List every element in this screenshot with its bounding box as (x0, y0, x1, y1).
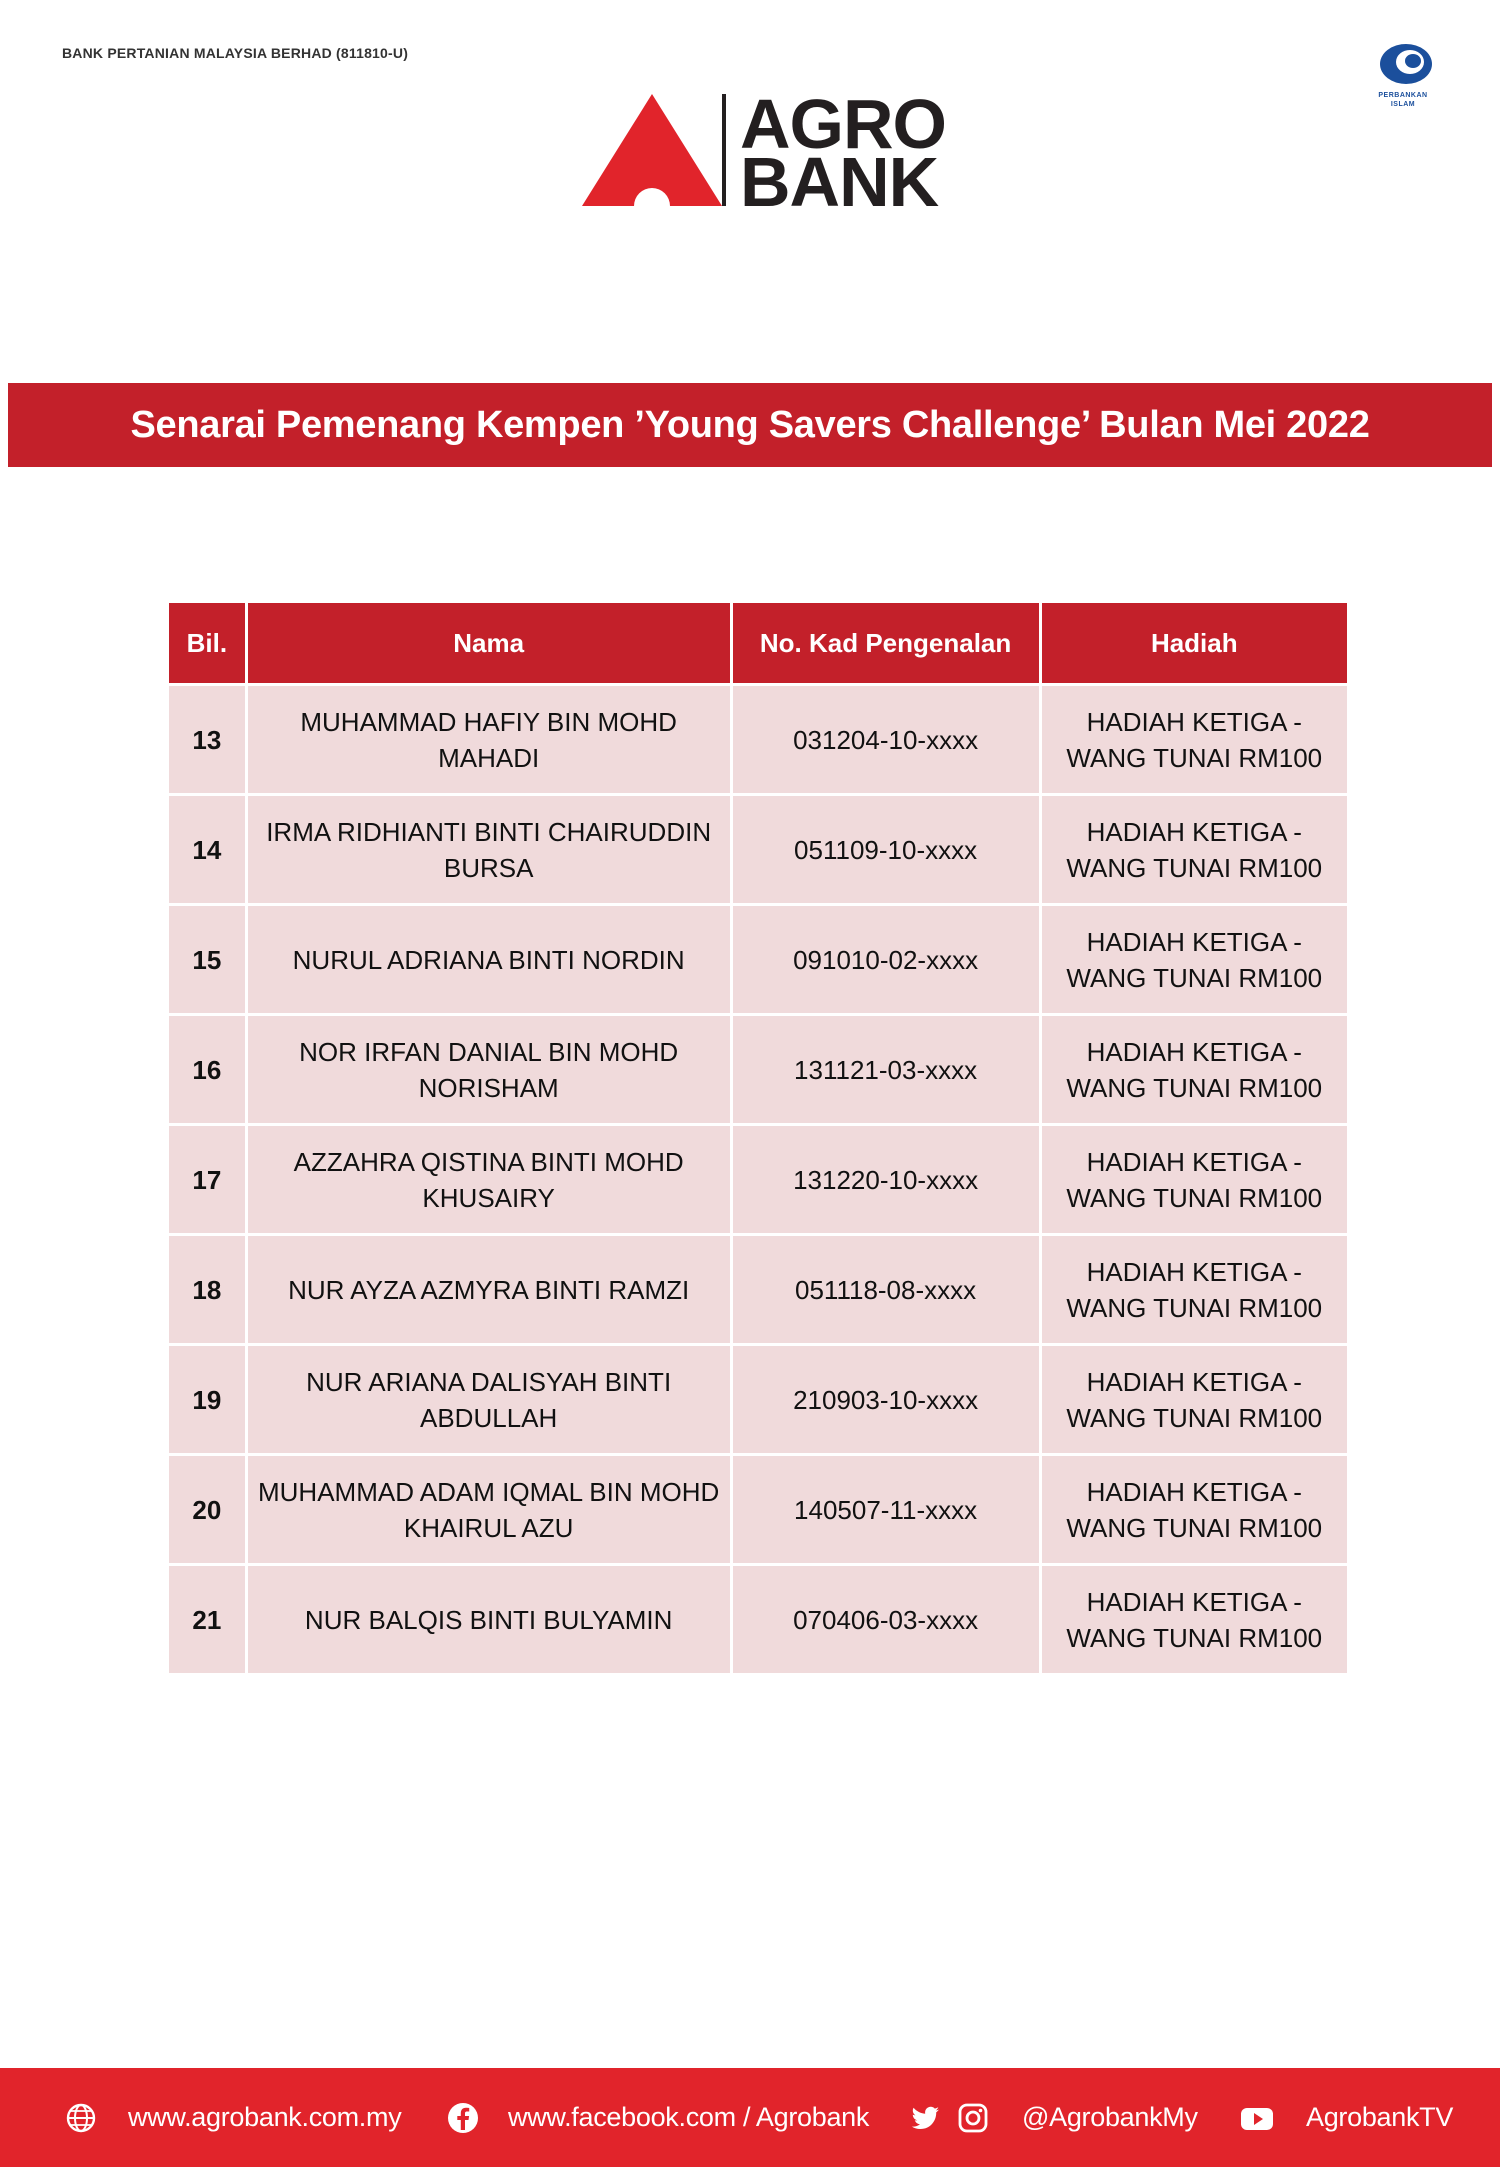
footer-facebook-text[interactable]: www.facebook.com / Agrobank (508, 2102, 870, 2132)
table-row (169, 1566, 1347, 1673)
cell-hadiah: HADIAH KETIGA - WANG TUNAI RM100 (1042, 1346, 1347, 1453)
footer-youtube[interactable] (1238, 2068, 1453, 2167)
header-bil: Bil. (169, 603, 245, 683)
logo-word-bank: BANK (740, 143, 939, 221)
cell-ic: 051109-10-xxxx (733, 796, 1039, 903)
cell-bil: 16 (169, 1016, 245, 1123)
footer-bar (0, 2068, 1500, 2167)
footer-youtube-text[interactable]: AgrobankTV (1306, 2102, 1454, 2132)
cell-ic: 091010-02-xxxx (733, 906, 1039, 1013)
cell-bil: 21 (169, 1566, 245, 1673)
winners-table (166, 600, 1350, 1676)
cell-hadiah: HADIAH KETIGA - WANG TUNAI RM100 (1042, 686, 1347, 793)
cell-hadiah: HADIAH KETIGA - WANG TUNAI RM100 (1042, 1566, 1347, 1673)
cell-nama: NURUL ADRIANA BINTI NORDIN (248, 906, 730, 1013)
cell-hadiah: HADIAH KETIGA - WANG TUNAI RM100 (1042, 1016, 1347, 1123)
agrobank-logo-triangle-icon (582, 94, 722, 209)
globe-icon (64, 2101, 98, 2135)
table-header-row (169, 603, 1347, 683)
cell-ic: 070406-03-xxxx (733, 1566, 1039, 1673)
cell-ic: 131220-10-xxxx (733, 1126, 1039, 1233)
cell-bil: 19 (169, 1346, 245, 1453)
cell-bil: 15 (169, 906, 245, 1013)
header-hadiah: Hadiah (1042, 603, 1347, 683)
agrobank-logo (582, 85, 946, 221)
footer-social[interactable] (908, 2068, 1198, 2167)
company-registration: BANK PERTANIAN MALAYSIA BERHAD (811810-U) (62, 45, 409, 61)
cell-bil: 14 (169, 796, 245, 903)
footer-social-handle[interactable]: @AgrobankMy (1022, 2102, 1198, 2132)
cell-hadiah: HADIAH KETIGA - WANG TUNAI RM100 (1042, 906, 1347, 1013)
youtube-icon (1238, 2101, 1276, 2135)
table-row (169, 796, 1347, 903)
footer-website[interactable] (64, 2068, 401, 2167)
logo-divider (722, 94, 726, 206)
cell-nama: NUR ARIANA DALISYAH BINTI ABDULLAH (248, 1346, 730, 1453)
cell-bil: 13 (169, 686, 245, 793)
header-ic: No. Kad Pengenalan (733, 603, 1039, 683)
cell-ic: 031204-10-xxxx (733, 686, 1039, 793)
footer-facebook[interactable] (446, 2068, 869, 2167)
cell-nama: NUR AYZA AZMYRA BINTI RAMZI (248, 1236, 730, 1343)
perbankan-islam-label: PERBANKAN ISLAM (1378, 92, 1428, 108)
cell-hadiah: HADIAH KETIGA - WANG TUNAI RM100 (1042, 1236, 1347, 1343)
footer-website-text[interactable]: www.agrobank.com.my (128, 2102, 402, 2132)
cell-ic: 210903-10-xxxx (733, 1346, 1039, 1453)
cell-nama: AZZAHRA QISTINA BINTI MOHD KHUSAIRY (248, 1126, 730, 1233)
cell-hadiah: HADIAH KETIGA - WANG TUNAI RM100 (1042, 796, 1347, 903)
instagram-icon (956, 2101, 990, 2135)
cell-nama: IRMA RIDHIANTI BINTI CHAIRUDDIN BURSA (248, 796, 730, 903)
cell-nama: MUHAMMAD ADAM IQMAL BIN MOHD KHAIRUL AZU (248, 1456, 730, 1563)
cell-bil: 20 (169, 1456, 245, 1563)
table-row (169, 1346, 1347, 1453)
twitter-icon (908, 2101, 942, 2135)
cell-hadiah: HADIAH KETIGA - WANG TUNAI RM100 (1042, 1126, 1347, 1233)
table-row (169, 1016, 1347, 1123)
table-row (169, 686, 1347, 793)
facebook-icon (446, 2101, 480, 2135)
cell-nama: NUR BALQIS BINTI BULYAMIN (248, 1566, 730, 1673)
header-nama: Nama (248, 603, 730, 683)
page-title: Senarai Pemenang Kempen ’Young Savers Challenge’ Bulan Mei 2022 (130, 403, 1370, 446)
table-row (169, 1456, 1347, 1563)
table-row (169, 1236, 1347, 1343)
logo-word-agro: AGRO (740, 85, 946, 163)
cell-hadiah: HADIAH KETIGA - WANG TUNAI RM100 (1042, 1456, 1347, 1563)
cell-ic: 051118-08-xxxx (733, 1236, 1039, 1343)
cell-ic: 140507-11-xxxx (733, 1456, 1039, 1563)
cell-bil: 18 (169, 1236, 245, 1343)
title-banner (8, 383, 1492, 467)
cell-nama: NOR IRFAN DANIAL BIN MOHD NORISHAM (248, 1016, 730, 1123)
cell-ic: 131121-03-xxxx (733, 1016, 1039, 1123)
table-row (169, 906, 1347, 1013)
cell-bil: 17 (169, 1126, 245, 1233)
cell-nama: MUHAMMAD HAFIY BIN MOHD MAHADI (248, 686, 730, 793)
table-row (169, 1126, 1347, 1233)
